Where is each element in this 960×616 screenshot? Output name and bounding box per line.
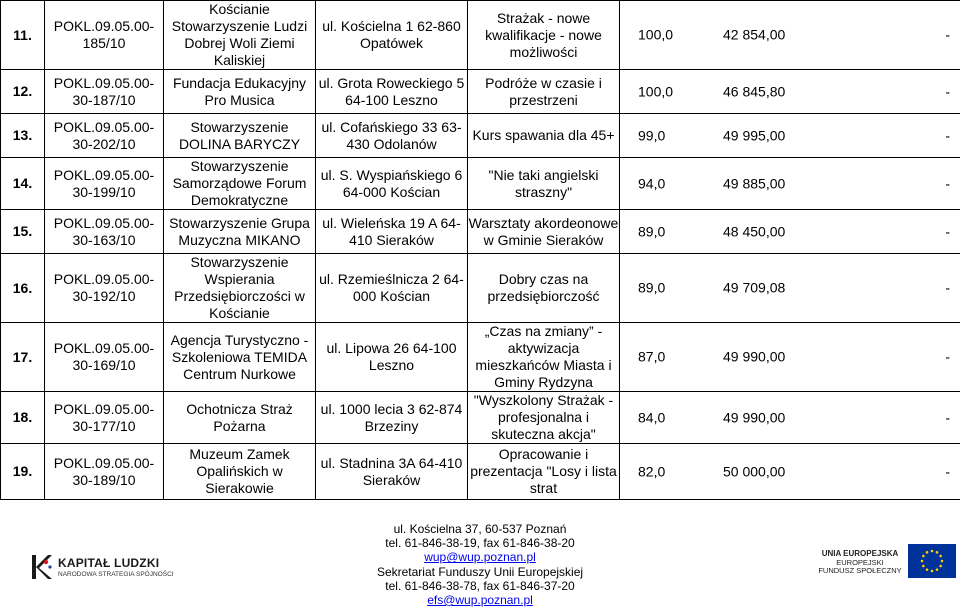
organization-address: ul. Stadnina 3A 64-410 Sieraków: [316, 444, 468, 500]
organization-name: Fundacja Edukacyjny Pro Musica: [164, 70, 316, 114]
row-number: 11.: [1, 1, 45, 70]
project-code: POKL.09.05.00-30-177/10: [45, 392, 164, 444]
organization-name: Agencja Turystyczno - Szkoleniowa TEMIDA Centrum Nurkowe: [164, 323, 316, 392]
organization-address: ul. Kościelna 1 62-860 Opatówek: [316, 1, 468, 70]
dash-value: -: [945, 409, 950, 425]
kapital-ludzki-emblem-icon: [26, 553, 54, 581]
row-number: 14.: [1, 158, 45, 210]
contact-block: [360, 522, 600, 607]
organization-name: Stowarzyszenie DOLINA BARYCZY: [164, 114, 316, 158]
project-code: POKL.09.05.00-30-187/10: [45, 70, 164, 114]
project-code: POKL.09.05.00-30-199/10: [45, 158, 164, 210]
project-title: "Wyszkolony Strażak - profesjonalna i skuteczna akcja": [468, 392, 620, 444]
eu-star-icon: [936, 551, 939, 554]
eu-star-icon: [939, 565, 942, 568]
table-row: [1, 1, 960, 70]
eu-star-icon: [926, 568, 929, 571]
points-value: 82,0: [638, 463, 666, 479]
table-body: [1, 1, 960, 500]
amount-value: 46 845,80: [723, 83, 786, 99]
project-title: Warsztaty akordeonowe w Gminie Sieraków: [468, 210, 620, 254]
eu-star-icon: [936, 568, 939, 571]
amount-value: 49 885,00: [723, 175, 786, 191]
eu-logo: [808, 540, 960, 600]
kapital-ludzki-subtitle: NARODOWA STRATEGIA SPÓJNOŚCI: [58, 571, 174, 578]
organization-address: ul. Lipowa 26 64-100 Leszno: [316, 323, 468, 392]
scores-cell: [620, 210, 960, 254]
points-value: 89,0: [638, 223, 666, 239]
email-link-wup[interactable]: wup@wup.poznan.pl: [424, 550, 536, 565]
dash-value: -: [945, 127, 950, 143]
organization-address: ul. Grota Roweckiego 5 64-100 Leszno: [316, 70, 468, 114]
eu-star-icon: [921, 560, 924, 563]
dash-value: -: [945, 463, 950, 479]
contact-phone-1: tel. 61-846-38-19, fax 61-846-38-20: [385, 536, 575, 551]
points-value: 100,0: [638, 83, 674, 99]
project-title: Dobry czas na przedsiębiorczość: [468, 254, 620, 323]
contact-address: ul. Kościelna 37, 60-537 Poznań: [393, 522, 567, 536]
eu-line-3: FUNDUSZ SPOŁECZNY: [818, 566, 902, 575]
table-row: [1, 323, 960, 392]
project-code: POKL.09.05.00-30-189/10: [45, 444, 164, 500]
row-number: 13.: [1, 114, 45, 158]
organization-address: ul. S. Wyspiańskiego 6 64-000 Kościan: [316, 158, 468, 210]
eu-logo-text: [812, 550, 908, 576]
organization-name: Stowarzyszenie Wspierania Przedsiębiorczości w Kościanie: [164, 254, 316, 323]
scores-cell: [620, 444, 960, 500]
dash-value: -: [945, 83, 950, 99]
points-value: 87,0: [638, 348, 666, 365]
project-code: POKL.09.05.00-30-163/10: [45, 210, 164, 254]
row-number: 12.: [1, 70, 45, 114]
contact-department: Sekretariat Funduszy Unii Europejskiej: [376, 564, 584, 579]
organization-address: ul. 1000 lecia 3 62-874 Brzeziny: [316, 392, 468, 444]
kapital-ludzki-logo: [0, 520, 174, 616]
eu-star-icon: [922, 565, 925, 568]
eu-star-icon: [931, 550, 934, 553]
scores-cell: [620, 1, 960, 70]
eu-star-icon: [926, 551, 929, 554]
row-number: 19.: [1, 444, 45, 500]
scores-cell: [620, 323, 960, 392]
points-value: 100,0: [638, 26, 674, 43]
dash-value: -: [945, 175, 950, 191]
eu-line-1: UNIA EUROPEJSKA: [821, 549, 899, 558]
amount-value: 50 000,00: [723, 463, 786, 479]
dash-value: -: [945, 348, 950, 365]
email-link-efs[interactable]: efs@wup.poznan.pl: [427, 593, 533, 608]
scores-cell: [620, 70, 960, 114]
amount-value: 49 995,00: [723, 127, 786, 143]
eu-star-icon: [931, 570, 934, 573]
scores-cell: [620, 114, 960, 158]
project-code: POKL.09.05.00-30-202/10: [45, 114, 164, 158]
project-code: POKL.09.05.00-185/10: [45, 1, 164, 70]
amount-value: 49 990,00: [723, 348, 786, 365]
organization-name: Ochotnicza Straż Pożarna: [164, 392, 316, 444]
eu-star-icon: [941, 560, 944, 563]
amount-value: 48 450,00: [723, 223, 786, 239]
table-row: [1, 158, 960, 210]
project-code: POKL.09.05.00-30-192/10: [45, 254, 164, 323]
organization-name: Muzeum Zamek Opalińskich w Sierakowie: [164, 444, 316, 500]
points-value: 94,0: [638, 175, 666, 191]
dash-value: -: [945, 279, 950, 296]
amount-value: 49 709,08: [723, 279, 786, 296]
row-number: 17.: [1, 323, 45, 392]
points-value: 84,0: [638, 409, 666, 425]
table-row: [1, 70, 960, 114]
project-title: Opracowanie i prezentacja "Losy i lista strat: [468, 444, 620, 500]
organization-name: Stowarzyszenie Samorządowe Forum Demokratyczne: [164, 158, 316, 210]
contact-phone-2: tel. 61-846-38-78, fax 61-846-37-20: [385, 578, 575, 593]
eu-flag-icon: [908, 544, 956, 578]
table-row: [1, 444, 960, 500]
row-number: 16.: [1, 254, 45, 323]
dash-value: -: [945, 26, 950, 43]
organization-address: ul. Cofańskiego 33 63-430 Odolanów: [316, 114, 468, 158]
eu-star-icon: [922, 555, 925, 558]
project-title: "Nie taki angielski straszny": [468, 158, 620, 210]
organization-address: ul. Rzemieślnicza 2 64-000 Kościan: [316, 254, 468, 323]
amount-value: 49 990,00: [723, 409, 786, 425]
organization-name: Kościanie Stowarzyszenie Ludzi Dobrej Woli Ziemi Kaliskiej: [164, 1, 316, 70]
row-number: 18.: [1, 392, 45, 444]
table-row: [1, 254, 960, 323]
project-title: Strażak - nowe kwalifikacje - nowe możliwości: [468, 1, 620, 70]
table-row: [1, 210, 960, 254]
project-code: POKL.09.05.00-30-169/10: [45, 323, 164, 392]
scores-cell: [620, 254, 960, 323]
eu-star-icon: [939, 555, 942, 558]
amount-value: 42 854,00: [723, 26, 786, 43]
organization-address: ul. Wieleńska 19 A 64-410 Sieraków: [316, 210, 468, 254]
eu-line-2: EUROPEJSKI: [836, 557, 884, 567]
points-value: 99,0: [638, 127, 666, 143]
project-title: „Czas na zmiany” - aktywizacja mieszkańców Miasta i Gminy Rydzyna: [468, 323, 620, 392]
table-row: [1, 114, 960, 158]
scores-cell: [620, 158, 960, 210]
project-title: Kurs spawania dla 45+: [468, 114, 620, 158]
scores-cell: [620, 392, 960, 444]
project-title: Podróże w czasie i przestrzeni: [468, 70, 620, 114]
organization-name: Stowarzyszenie Grupa Muzyczna MIKANO: [164, 210, 316, 254]
kapital-ludzki-name: KAPITAŁ LUDZKI: [58, 556, 160, 570]
points-value: 89,0: [638, 279, 666, 296]
row-number: 15.: [1, 210, 45, 254]
table-row: [1, 392, 960, 444]
dash-value: -: [945, 223, 950, 239]
